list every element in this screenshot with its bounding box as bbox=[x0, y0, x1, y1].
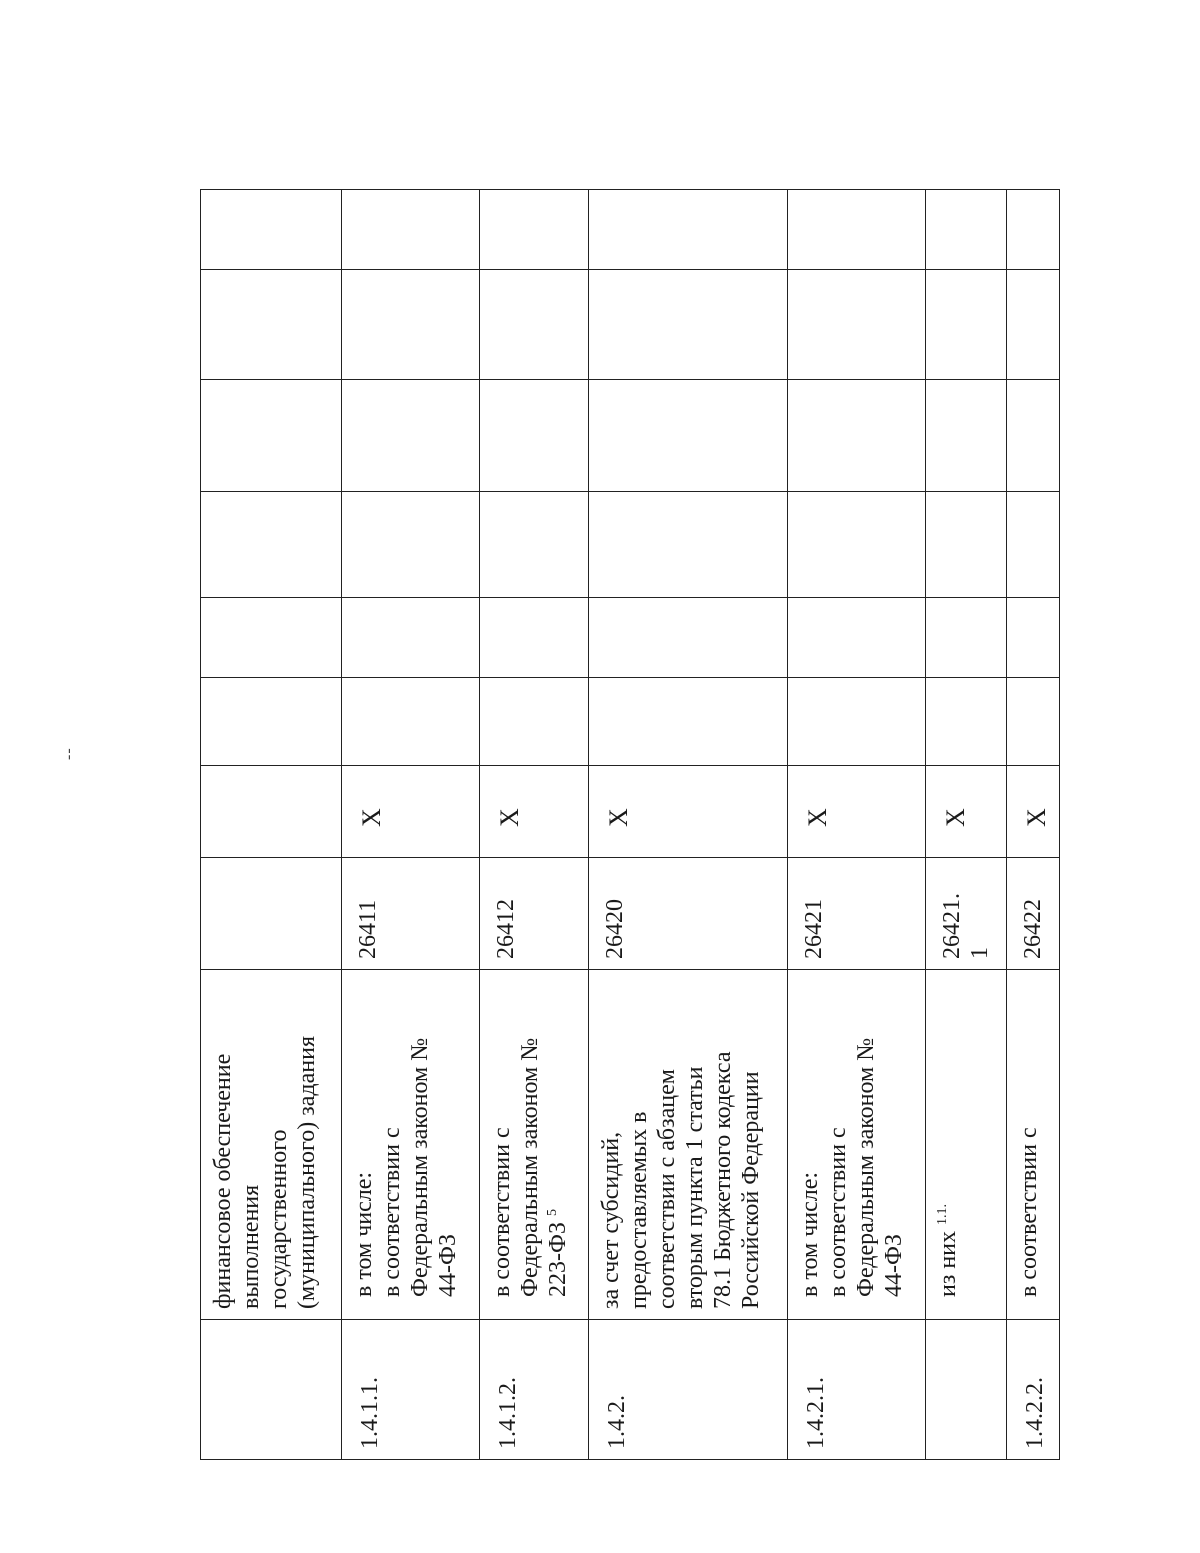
empty-cell bbox=[341, 678, 480, 766]
description-text: из них bbox=[935, 1230, 962, 1297]
empty-cell bbox=[1006, 492, 1059, 598]
empty-cell bbox=[588, 190, 787, 270]
empty-cell bbox=[787, 678, 926, 766]
row-code: 26421. 1 bbox=[926, 858, 1006, 970]
row-code: 26422 bbox=[1006, 858, 1059, 970]
row-description bbox=[1006, 970, 1059, 1320]
description-text: за счет субсидий, предоставляемых в соответствии с абзацем вторым пункта 1 статьи 78.1 Бюджетного кодекса Российской Федерации bbox=[597, 1051, 764, 1309]
empty-cell bbox=[201, 190, 342, 270]
table-row bbox=[201, 190, 342, 1460]
row-description bbox=[926, 970, 1006, 1320]
empty-cell bbox=[480, 598, 589, 678]
row-description bbox=[588, 970, 787, 1320]
empty-cell bbox=[787, 492, 926, 598]
row-code bbox=[201, 858, 342, 970]
row-description bbox=[787, 970, 926, 1320]
budget-table bbox=[200, 189, 1060, 1460]
footnote-marker: 5 bbox=[545, 1209, 561, 1217]
description-text: в соответствии с Федеральным законом № 223-ФЗ bbox=[489, 1037, 572, 1297]
empty-cell bbox=[588, 492, 787, 598]
row-code: 26420 bbox=[588, 858, 787, 970]
empty-cell bbox=[926, 492, 1006, 598]
row-number: 1.4.1.1. bbox=[341, 1320, 480, 1460]
empty-cell bbox=[787, 598, 926, 678]
row-description bbox=[341, 970, 480, 1320]
row-number: 1.4.2. bbox=[588, 1320, 787, 1460]
empty-cell bbox=[588, 270, 787, 380]
empty-cell bbox=[480, 492, 589, 598]
empty-cell bbox=[926, 380, 1006, 492]
row-number bbox=[201, 1320, 342, 1460]
row-number: 1.4.1.2. bbox=[480, 1320, 589, 1460]
row-code: 26411 bbox=[341, 858, 480, 970]
empty-cell bbox=[341, 380, 480, 492]
empty-cell bbox=[201, 678, 342, 766]
table-row bbox=[341, 190, 480, 1460]
row-number bbox=[926, 1320, 1006, 1460]
table-row bbox=[787, 190, 926, 1460]
empty-cell bbox=[480, 190, 589, 270]
row-x-mark: X bbox=[480, 766, 589, 858]
empty-cell bbox=[1006, 270, 1059, 380]
empty-cell bbox=[341, 598, 480, 678]
description-text: в том числе: в соответствии с Федеральным законом № 44-ФЗ bbox=[796, 1037, 907, 1297]
empty-cell bbox=[341, 270, 480, 380]
description-text: в том числе: в соответствии с Федеральным законом № 44-ФЗ bbox=[350, 1037, 461, 1297]
row-x-mark: X bbox=[588, 766, 787, 858]
row-number: 1.4.2.2. bbox=[1006, 1320, 1059, 1460]
row-x-mark: X bbox=[787, 766, 926, 858]
rotated-table-wrapper bbox=[200, 190, 1060, 1460]
description-text: финансовое обеспечение выполнения государственного (муниципального) задания bbox=[210, 1036, 320, 1309]
empty-cell bbox=[787, 190, 926, 270]
empty-cell bbox=[926, 678, 1006, 766]
empty-cell bbox=[588, 598, 787, 678]
page-mark: -- bbox=[60, 747, 77, 760]
empty-cell bbox=[1006, 598, 1059, 678]
row-code: 26421 bbox=[787, 858, 926, 970]
empty-cell bbox=[201, 380, 342, 492]
empty-cell bbox=[926, 270, 1006, 380]
empty-cell bbox=[1006, 380, 1059, 492]
table-row bbox=[1006, 190, 1059, 1460]
empty-cell bbox=[787, 270, 926, 380]
row-description bbox=[480, 970, 589, 1320]
empty-cell bbox=[926, 598, 1006, 678]
empty-cell bbox=[480, 380, 589, 492]
empty-cell bbox=[1006, 678, 1059, 766]
empty-cell bbox=[588, 678, 787, 766]
empty-cell bbox=[1006, 190, 1059, 270]
description-text: в соответствии с bbox=[1015, 1127, 1042, 1297]
table-row bbox=[588, 190, 787, 1460]
empty-cell bbox=[341, 190, 480, 270]
empty-cell bbox=[480, 678, 589, 766]
row-x-mark: X bbox=[1006, 766, 1059, 858]
empty-cell bbox=[480, 270, 589, 380]
row-number: 1.4.2.1. bbox=[787, 1320, 926, 1460]
row-x-mark: X bbox=[926, 766, 1006, 858]
empty-cell bbox=[201, 270, 342, 380]
empty-cell bbox=[341, 492, 480, 598]
table-row bbox=[480, 190, 589, 1460]
row-x-mark bbox=[201, 766, 342, 858]
row-code: 26412 bbox=[480, 858, 589, 970]
row-description bbox=[201, 970, 342, 1320]
empty-cell bbox=[201, 598, 342, 678]
empty-cell bbox=[787, 380, 926, 492]
row-x-mark: X bbox=[341, 766, 480, 858]
table-row bbox=[926, 190, 1006, 1460]
empty-cell bbox=[588, 380, 787, 492]
empty-cell bbox=[201, 492, 342, 598]
footnote-marker: 1.1. bbox=[935, 1203, 951, 1225]
empty-cell bbox=[926, 190, 1006, 270]
